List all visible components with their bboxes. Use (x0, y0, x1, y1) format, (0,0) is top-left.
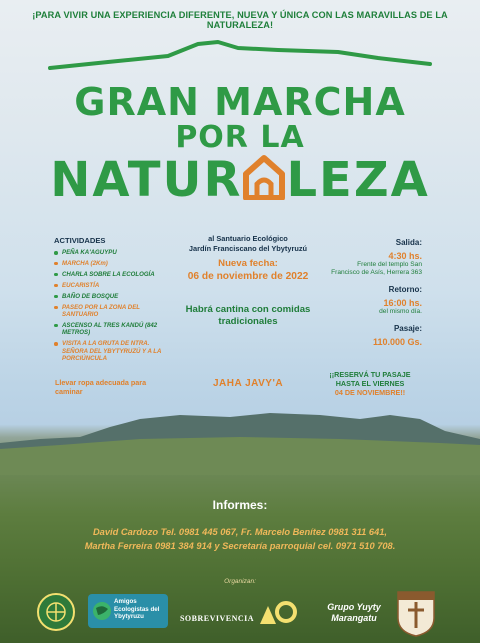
sobrevivencia-logo: SOBREVIVENCIA (179, 614, 255, 623)
franciscan-shield-icon (392, 588, 440, 638)
salida-time: 4:30 hs. (388, 251, 422, 261)
informes-heading: Informes: (212, 498, 268, 512)
contact-line-1: David Cardozo Tel. 0981 445 067, Fr. Marcelo Benítez 0981 311 641, (92, 527, 388, 537)
amigos-logo-text: Amigos Ecologistas del Ybytyruzu (114, 598, 160, 620)
title-line-3 (0, 152, 480, 208)
retorno-time: 16:00 hs. (383, 298, 422, 308)
contact-info (30, 525, 450, 553)
salida-place: Frente del templo San Francisco de Asís, Herrera 363 (331, 261, 422, 276)
hills-landscape (0, 405, 480, 475)
pasaje-label: Pasaje: (393, 324, 422, 333)
event-date: 06 de noviembre de 2022 (187, 271, 309, 282)
pasaje-value: 110.000 Gs. (372, 337, 422, 347)
trip-details (330, 238, 422, 347)
house-icon (242, 154, 286, 200)
retorno-note: del mismo día. (379, 308, 422, 315)
tagline: ¡PARA VIVIR UNA EXPERIENCIA DIFERENTE, NUEVA Y ÚNICA CON LAS MARAVILLAS DE LA NATURALEZA! (32, 10, 448, 30)
activities-heading: ACTIVIDADES (54, 236, 106, 245)
activity-item: ASCENSO AL TRES KANDÚ (842 METROS) (54, 322, 172, 337)
activity-item: VISITA A LA GRUTA DE NTRA. SEÑORA DEL YBYTYRUZÚ Y A LA PORCIÚNCULA (54, 340, 172, 362)
activity-item: PEÑA KA'AGUYPU (54, 249, 172, 256)
activity-item: EUCARISTÍA (54, 282, 172, 289)
seal-logo-icon (36, 592, 76, 632)
contact-line-2: Martha Ferreira 0981 384 914 y Secretaría parroquial cel. 0971 510 708. (84, 541, 396, 551)
ring-logo-icon (258, 598, 298, 628)
title-part-a: NATUR (50, 152, 243, 208)
retorno-label: Retorno: (388, 285, 422, 294)
event-info (180, 234, 316, 328)
activity-item: BAÑO DE BOSQUE (54, 293, 172, 300)
amigos-ecologistas-logo (88, 594, 168, 628)
new-date-label: Nueva fecha: (218, 258, 278, 269)
activity-item: CHARLA SOBRE LA ECOLOGÍA (54, 271, 172, 278)
salida-label: Salida: (395, 238, 422, 247)
reservation-date: 04 DE NOVIEMBRE!! (334, 388, 406, 397)
organizers-label: Organizan: (224, 578, 256, 585)
title-line-1: GRAN MARCHA (74, 80, 406, 124)
title-line-2: POR LA (175, 120, 305, 155)
reservation-note (318, 370, 422, 397)
place-line-1: al Santuario Ecológico (208, 234, 288, 243)
reservation-text: ¡¡RESERVÁ TU PASAJE HASTA EL VIERNES (329, 370, 411, 388)
motto: JAHA JAVY'A (212, 378, 284, 389)
place-line-2: Jardín Franciscano del Ybytyruzú (188, 243, 308, 253)
organizers-logos (0, 588, 480, 643)
activity-item: PASEO POR LA ZONA DEL SANTUARIO (54, 304, 172, 319)
globe-icon (92, 600, 112, 622)
yuyty-logo: Grupo Yuyty Marangatu (327, 602, 381, 623)
mountain-outline-icon (48, 38, 432, 78)
activities-list (54, 236, 172, 366)
activity-item: MARCHA (2Km) (54, 260, 172, 267)
clothing-note: Llevar ropa adecuada para caminar (55, 378, 147, 396)
cantina-note: Habrá cantina con comidas tradicionales (185, 304, 311, 327)
title-part-b: LEZA (286, 152, 430, 208)
